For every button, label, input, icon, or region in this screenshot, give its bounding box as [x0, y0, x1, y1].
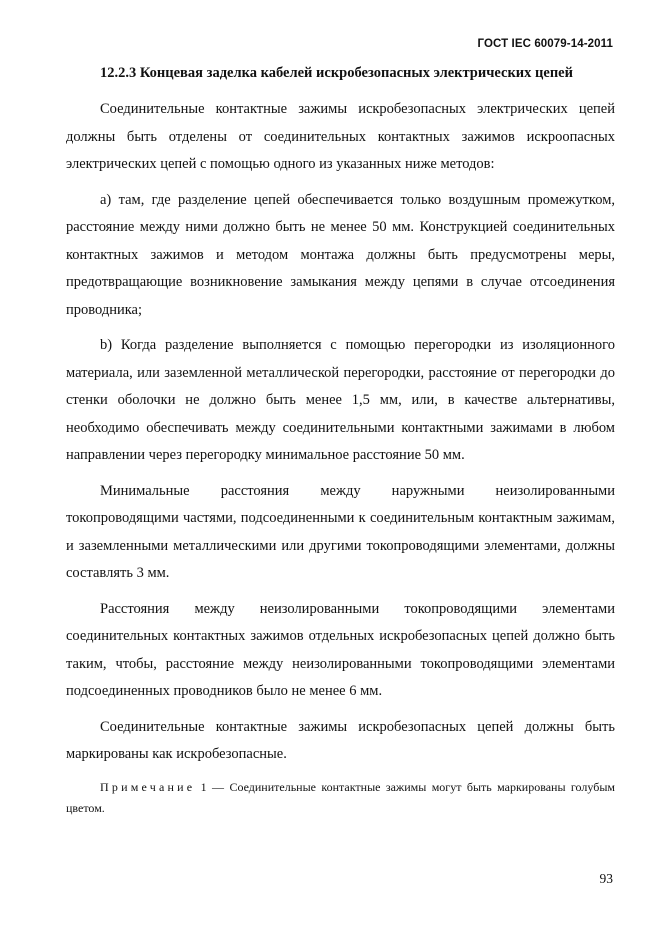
page-body	[66, 62, 615, 819]
section-title: 12.2.3 Концевая заделка кабелей искробезопасных электрических цепей	[100, 65, 573, 81]
separation-paragraph: Расстояния между неизолированными токопроводящими элементами соединительных контактных зажимов отдельных искробезопасных цепей должно быть таким, чтобы, расстояние между неизолированными токопроводящими элементами подсоединенных проводников было не менее 6 мм.	[66, 600, 615, 699]
intro-paragraph: Соединительные контактные зажимы искробезопасных электрических цепей должны быть отделены от соединительных контактных зажимов искроопасных электрических цепей с помощью одного из указанных ниже методов:	[66, 101, 615, 172]
page-number: 93	[599, 871, 613, 886]
clearance-paragraph: Минимальные расстояния между наружными неизолированными токопроводящими частями, подсоединенными к соединительным контактным зажимам, и заземленными металлическими или другими токопроводящими элементами, должны составлять 3 мм.	[66, 482, 615, 581]
list-item-a: a) там, где разделение цепей обеспечивается только воздушным промежутком, расстояние между ними должно быть не менее 50 мм. Конструкцией соединительных контактных зажимов и методом монтажа должны быть предусмотрены меры, предотвращающие возникновение замыкания между цепями в случае отсоединения проводника;	[66, 191, 615, 318]
document-header: ГОСТ IEC 60079-14-2011	[477, 38, 613, 50]
note-label: Примечание	[100, 779, 196, 794]
marking-paragraph: Соединительные контактные зажимы искробезопасных цепей должны быть маркированы как искробезопасные.	[66, 718, 615, 762]
note	[66, 777, 615, 819]
list-item-b: b) Когда разделение выполняется с помощью перегородки из изоляционного материала, или заземленной металлической перегородки, расстояние от перегородки до стенки оболочки не должно быть менее 1,5 мм, или, в качестве альтернативы, необходимо обеспечивать между соединительными контактными зажимами в любом направлении через перегородку минимальное расстояние 50 мм.	[66, 337, 615, 463]
note-text: 1 — Соединительные контактные зажимы могут быть маркированы голубым цветом.	[66, 779, 615, 815]
